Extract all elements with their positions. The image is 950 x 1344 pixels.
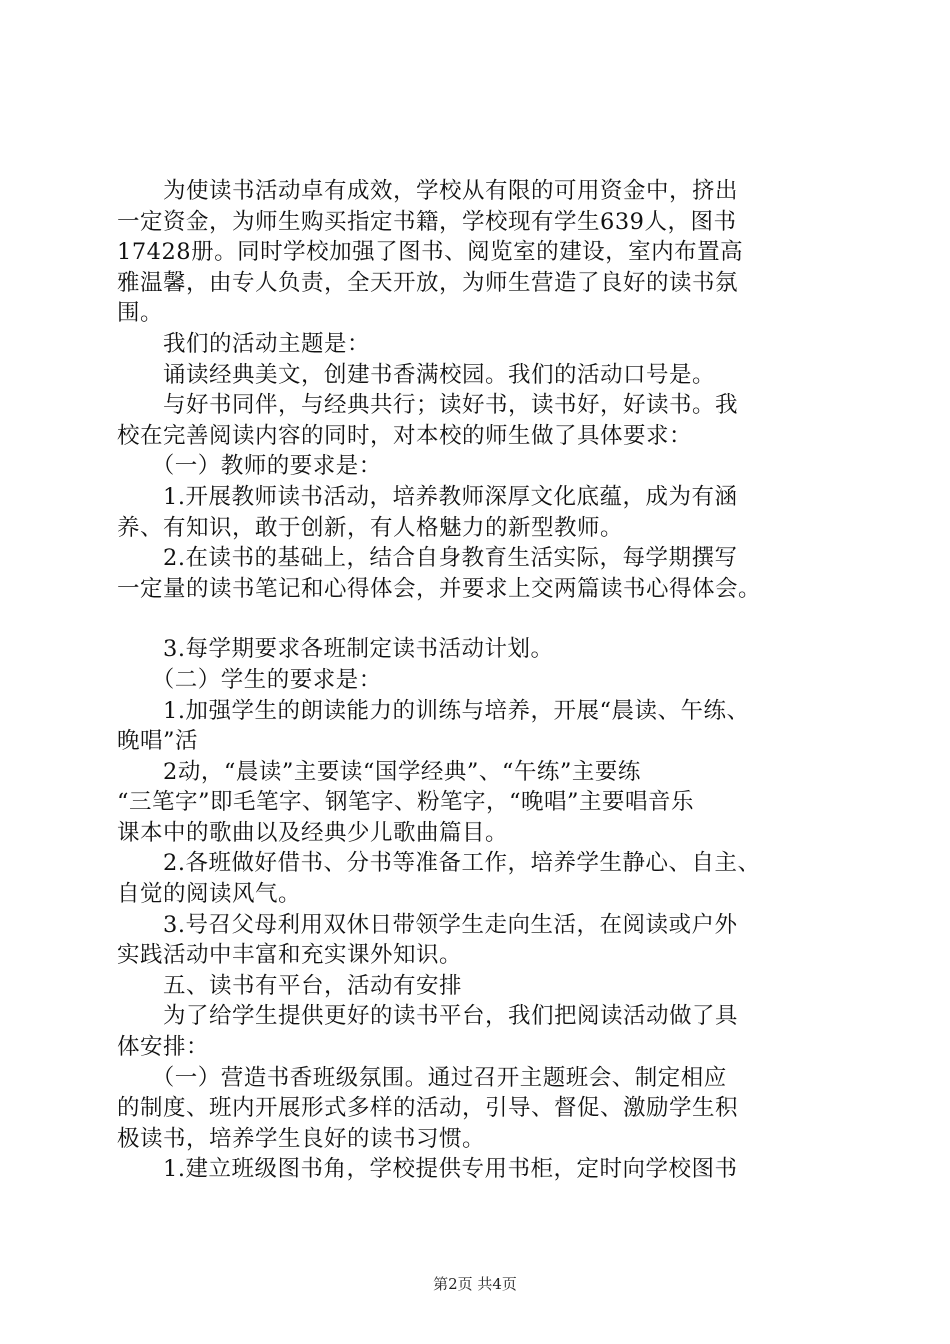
body-line: 校在完善阅读内容的同时，对本校的师生做了具体要求：: [117, 422, 693, 449]
body-line: 一定资金，为师生购买指定书籍，学校现有学生639人，图书: [117, 208, 737, 235]
body-line: 为使读书活动卓有成效，学校从有限的可用资金中，挤出: [117, 178, 739, 204]
body-line: （二）学生的要求是：: [117, 666, 382, 693]
body-line: 的制度、班内开展形式多样的活动，引导、督促、激励学生积: [117, 1095, 739, 1122]
body-line: 为了给学生提供更好的读书平台，我们把阅读活动做了具: [117, 1003, 739, 1030]
body-line: 自觉的阅读风气。: [117, 881, 302, 908]
body-line: 2.在读书的基础上，结合自身教育生活实际，每学期撰写: [117, 545, 738, 572]
body-line: 17428册。同时学校加强了图书、阅览室的建设，室内布置高: [117, 239, 744, 266]
body-line: 我们的活动主题是：: [117, 330, 371, 357]
body-line: （一）教师的要求是：: [117, 453, 382, 480]
body-line: 3.每学期要求各班制定读书活动计划。: [117, 636, 554, 663]
body-line: 3.号召父母利用双休日带领学生走向生活，在阅读或户外: [117, 911, 738, 938]
body-line: （一）营造书香班级氛围。通过召开主题班会、制定相应: [117, 1064, 727, 1091]
body-line: 诵读经典美文，创建书香满校园。我们的活动口号是。: [117, 361, 716, 388]
page-footer: 第2页 共4页: [433, 1275, 517, 1293]
body-line: 1.加强学生的朗读能力的训练与培养，开展“晨读、午练、: [117, 697, 750, 724]
blank-line: [117, 604, 847, 634]
body-line: 养、有知识，敢于创新，有人格魅力的新型教师。: [117, 514, 624, 541]
body-line: 五、读书有平台，活动有安排: [117, 972, 463, 999]
body-line: “三笔字”即毛笔字、钢笔字、粉笔字，“晚唱”主要唱音乐: [117, 789, 695, 816]
body-line: 1.开展教师读书活动，培养教师深厚文化底蕴，成为有涵: [117, 483, 738, 510]
document-body: [117, 176, 847, 1185]
body-line: 实践活动中丰富和充实课外知识。: [117, 942, 463, 969]
body-line: 极读书，培养学生良好的读书习惯。: [117, 1125, 486, 1152]
body-line: 2.各班做好借书、分书等准备工作，培养学生静心、自主、: [117, 850, 761, 877]
body-line: 雅温馨，由专人负责，全天开放，为师生营造了良好的读书氛: [117, 269, 739, 296]
body-line: 2动，“晨读”主要读“国学经典”、“午练”主要练: [117, 758, 641, 785]
body-line: 1.建立班级图书角，学校提供专用书柜，定时向学校图书: [117, 1156, 738, 1183]
body-line: 晚唱”活: [117, 728, 199, 755]
body-line: 与好书同伴，与经典共行；读好书，读书好，好读书。我: [117, 392, 739, 419]
body-line: 一定量的读书笔记和心得体会，并要求上交两篇读书心得体会。: [117, 575, 762, 602]
body-line: 课本中的歌曲以及经典少儿歌曲篇目。: [117, 819, 509, 846]
body-line: 围。: [117, 300, 164, 327]
body-line: 体安排：: [117, 1034, 210, 1061]
